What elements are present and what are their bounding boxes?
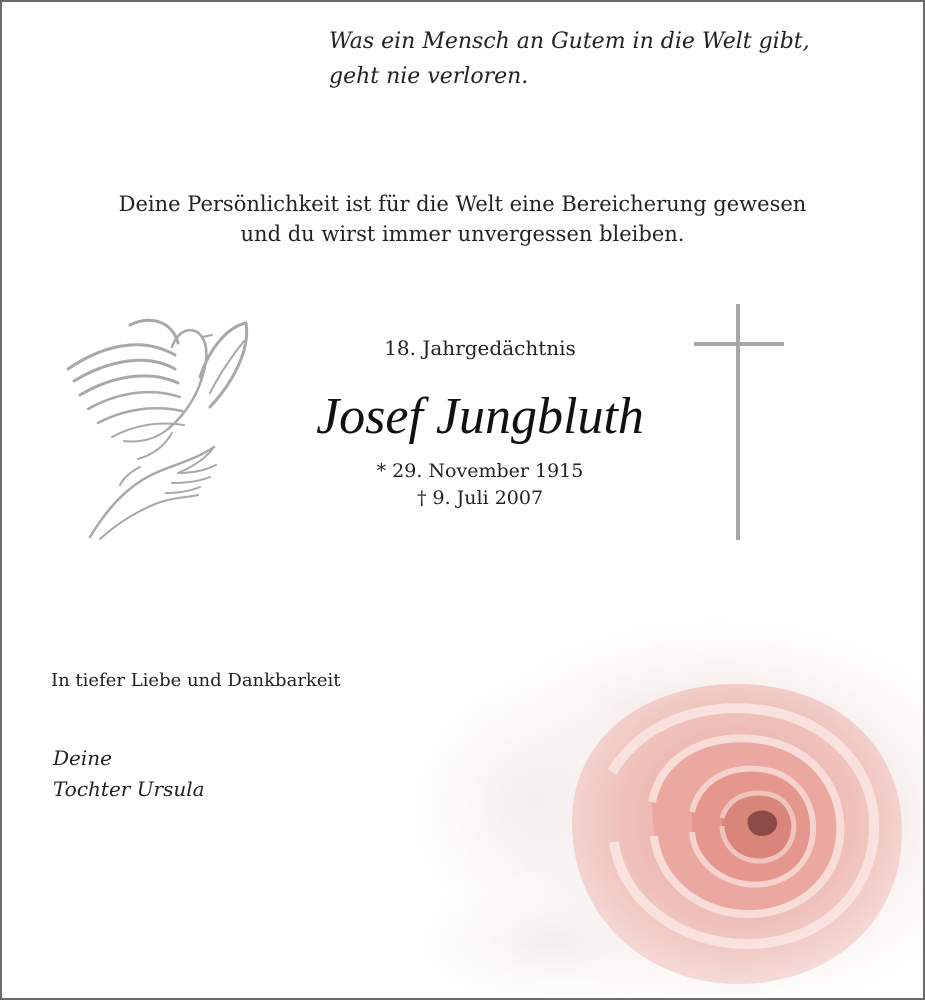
tribute-line-1: Deine Persönlichkeit ist für die Welt eine Bereicherung gewesen <box>118 192 807 216</box>
thanks-line: In tiefer Liebe und Dankbarkeit <box>51 670 341 691</box>
death-date: † 9. Juli 2007 <box>416 487 544 509</box>
opening-quote <box>329 24 810 94</box>
cross-icon <box>692 304 788 544</box>
rose-image <box>382 622 923 998</box>
signature-line-1: Deine <box>53 746 112 770</box>
tribute-line-2: und du wirst immer unvergessen bleiben. <box>240 222 685 246</box>
deceased-name: Josef Jungbluth <box>316 388 644 445</box>
anniversary-label: 18. Jahrgedächtnis <box>384 336 576 360</box>
signature-line-2: Tochter Ursula <box>53 777 205 801</box>
life-dates <box>272 458 688 512</box>
birth-date: * 29. November 1915 <box>376 460 584 482</box>
quote-line-1: Was ein Mensch an Gutem in die Welt gibt, <box>329 29 810 54</box>
signature <box>53 743 205 805</box>
quote-line-2: geht nie verloren. <box>329 64 529 89</box>
tribute-text <box>2 189 923 249</box>
